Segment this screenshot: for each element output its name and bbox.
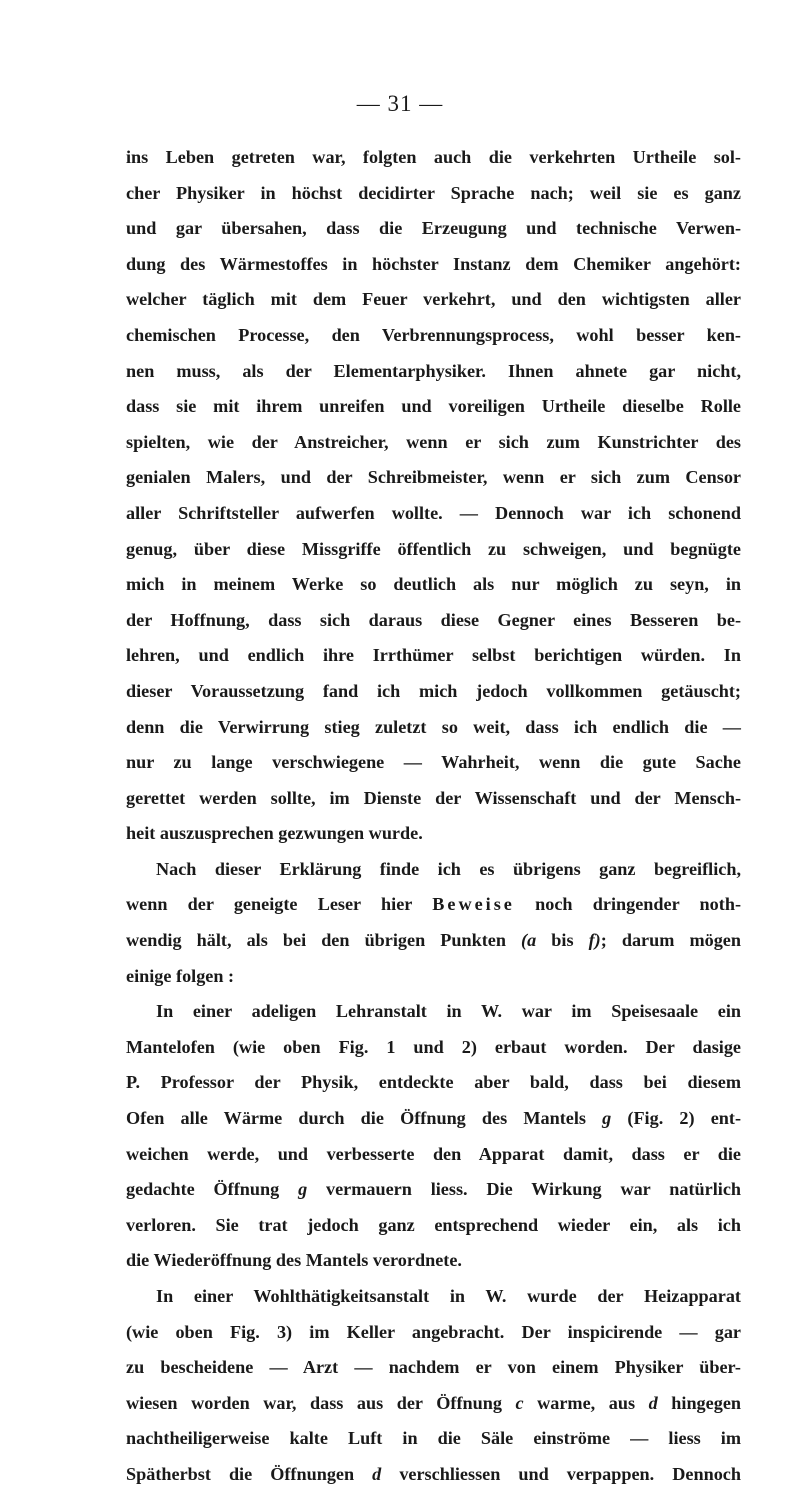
text-line: In einer Wohlthätigkeitsanstalt in W. wurde der Heizapparat (156, 1286, 741, 1306)
text-line: weichen werde, und verbesserte den Apparat damit, dass er die (126, 1143, 741, 1164)
text-line: genialen Malers, und der Schreibmeister, wenn er sich zum Censor (126, 467, 741, 488)
italic-reference: (a (521, 930, 537, 951)
text-run: vermauern liess. Die Wirkung war natürlich (307, 1179, 742, 1200)
text-line (126, 1457, 741, 1493)
italic-reference: c (515, 1392, 524, 1413)
text-line: (wie oben Fig. 3) im Keller angebracht. Der inspicirende — gar (126, 1321, 741, 1342)
text-line: Mantelofen (wie oben Fig. 1 und 2) erbaut worden. Der dasige (126, 1036, 741, 1057)
text-line: ins Leben getreten war, folgten auch die verkehrten Urtheile sol- (126, 147, 741, 167)
text-run: bis (536, 930, 589, 951)
text-line: der Hoffnung, dass sich daraus diese Gegner eines Besseren be- (126, 609, 741, 630)
text-line: welcher täglich mit dem Feuer verkehrt, und den wichtigsten aller (126, 289, 741, 310)
text-run: Spätherbst die Öffnungen (126, 1463, 373, 1484)
text-line: einige folgen : (126, 965, 235, 986)
text-line: In einer adeligen Lehranstalt in W. war im Speisesaale ein (156, 1001, 741, 1022)
text-line: zu bescheidene — Arzt — nachdem er von einem Physiker über- (126, 1357, 741, 1378)
text-line: lehren, und endlich ihre Irrthümer selbst berichtigen würden. In (126, 645, 741, 666)
text-line: dass sie mit ihrem unreifen und voreiligen Urtheile dieselbe Rolle (126, 396, 741, 417)
text-line: denn die Verwirrung stieg zuletzt so weit, dass ich endlich die — (126, 716, 741, 737)
text-line: nachtheiligerweise kalte Luft in die Säle einströme — liess im (126, 1428, 741, 1449)
text-run: ; darum mögen (600, 930, 741, 951)
text-line: dieser Voraussetzung fand ich mich jedoch vollkommen getäuscht; (126, 680, 741, 701)
text-run: wendig hält, als bei den übrigen Punkten (126, 930, 522, 951)
text-line: die Wiederöffnung des Mantels verordnete. (126, 1250, 462, 1271)
text-line: dung des Wärmestoffes in höchster Instanz dem Chemiker angehört: (126, 253, 741, 274)
text-line (126, 923, 741, 959)
text-line: aller Schriftsteller aufwerfen wollte. — Dennoch war ich schonend (126, 502, 741, 523)
text-line: cher Physiker in höchst decidirter Sprache nach; weil sie es ganz (126, 182, 741, 203)
text-run: Ofen alle Wärme durch die Öffnung des Mantels (126, 1108, 603, 1129)
emphasized-word: Beweise (432, 894, 515, 915)
text-run: wenn der geneigte Leser hier (126, 894, 433, 915)
text-line: genug, über diese Missgriffe öffentlich zu schweigen, und begnügte (126, 538, 741, 559)
italic-reference: g (298, 1179, 308, 1200)
text-line (126, 1172, 741, 1208)
italic-reference: d (372, 1463, 382, 1484)
italic-reference: f) (588, 930, 601, 951)
text-run: noch dringender noth- (514, 894, 741, 915)
italic-reference: d (648, 1392, 658, 1413)
text-line: und gar übersahen, dass die Erzeugung und technische Verwen- (126, 218, 741, 239)
text-line: chemischen Processe, den Verbrennungsprocess, wohl besser ken- (126, 324, 741, 345)
text-run: warme, aus (523, 1392, 649, 1413)
text-line: mich in meinem Werke so deutlich als nur möglich zu seyn, in (126, 574, 741, 595)
text-line: heit auszusprechen gezwungen wurde. (126, 823, 423, 844)
text-line (126, 1101, 741, 1137)
italic-reference: g (602, 1108, 612, 1129)
text-line (126, 887, 741, 923)
text-line: Nach dieser Erklärung finde ich es übrigens ganz begreiflich, (156, 858, 741, 879)
text-line: verloren. Sie trat jedoch ganz entsprechend wieder ein, als ich (126, 1214, 741, 1235)
text-run: (Fig. 2) ent- (611, 1108, 742, 1129)
text-line: P. Professor der Physik, entdeckte aber bald, dass bei diesem (126, 1072, 741, 1093)
page-number: — 31 — (356, 91, 444, 116)
text-run: verschliessen und verpappen. Dennoch (381, 1463, 741, 1484)
text-line (126, 1386, 741, 1422)
text-run: gedachte Öffnung (126, 1179, 299, 1200)
text-line: gerettet werden sollte, im Dienste der Wissenschaft und der Mensch- (126, 787, 741, 808)
body-text (126, 140, 741, 1493)
text-line: nen muss, als der Elementarphysiker. Ihnen ahnete gar nicht, (126, 360, 741, 381)
text-run: hingegen (657, 1392, 742, 1413)
text-line: spielten, wie der Anstreicher, wenn er sich zum Kunstrichter des (126, 431, 741, 452)
text-line: nur zu lange verschwiegene — Wahrheit, wenn die gute Sache (126, 752, 741, 773)
text-run: wiesen worden war, dass aus der Öffnung (126, 1392, 516, 1413)
